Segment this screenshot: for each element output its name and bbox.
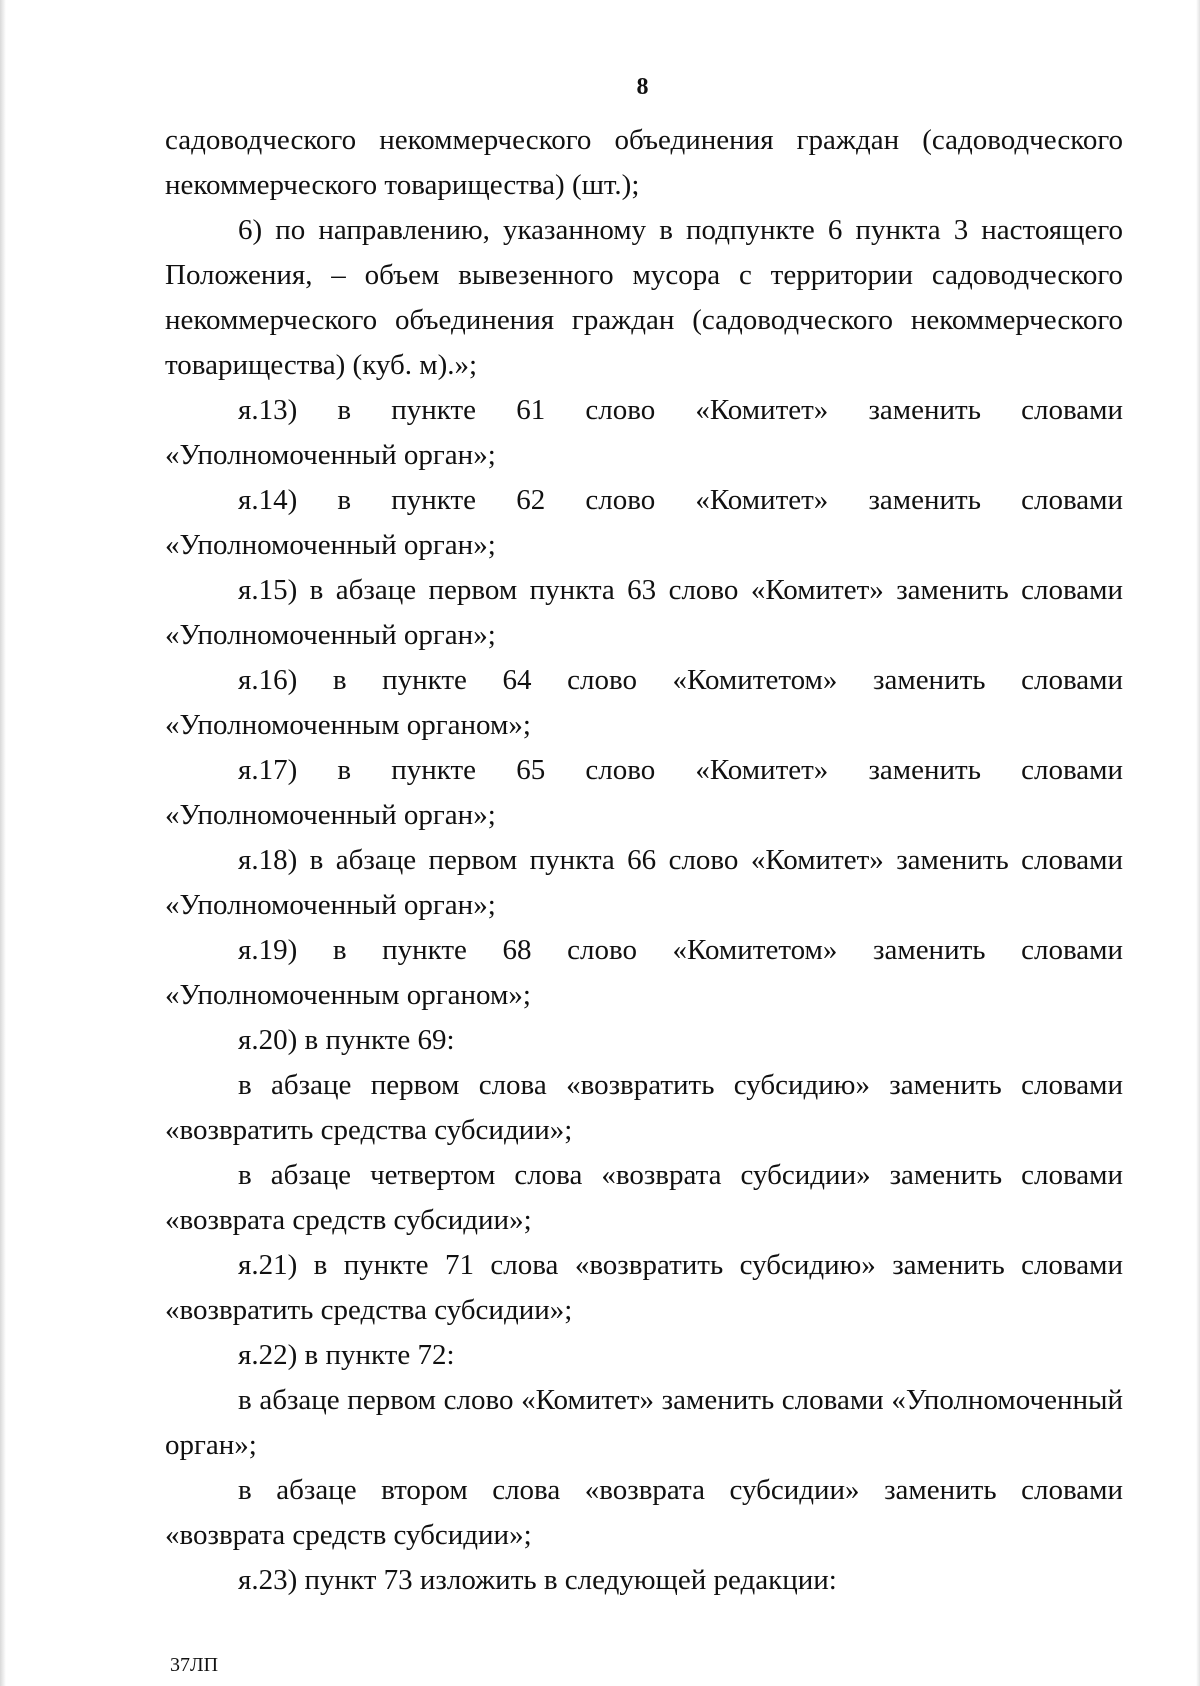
- paragraph-ya15: я.15) в абзаце первом пункта 63 слово «Комитет» заменить словами «Уполномоченный орган»;: [165, 574, 1123, 651]
- paragraph-continuation: садоводческого некоммерческого объединения граждан (садоводческого некоммерческого товарищества) (шт.);: [165, 124, 1123, 201]
- paragraph-ya20-first: в абзаце первом слова «возвратить субсидию» заменить словами «возвратить средства субсидии»;: [165, 1069, 1123, 1146]
- paragraph-ya21: я.21) в пункте 71 слова «возвратить субсидию» заменить словами «возвратить средства субсидии»;: [165, 1249, 1123, 1326]
- paragraph-ya22-first: в абзаце первом слово «Комитет» заменить словами «Уполномоченный орган»;: [165, 1384, 1123, 1461]
- paragraph-ya16: я.16) в пункте 64 слово «Комитетом» заменить словами «Уполномоченным органом»;: [165, 664, 1123, 741]
- page-number: 8: [636, 74, 649, 100]
- paragraph-ya13: я.13) в пункте 61 слово «Комитет» заменить словами «Уполномоченный орган»;: [165, 394, 1123, 471]
- scan-edge-right: [1196, 0, 1200, 1686]
- paragraph-ya20: я.20) в пункте 69:: [238, 1024, 455, 1056]
- paragraph-ya18: я.18) в абзаце первом пункта 66 слово «Комитет» заменить словами «Уполномоченный орган»;: [165, 844, 1123, 921]
- paragraph-ya19: я.19) в пункте 68 слово «Комитетом» заменить словами «Уполномоченным органом»;: [165, 934, 1123, 1011]
- document-body: [165, 118, 1123, 1603]
- paragraph-ya23: я.23) пункт 73 изложить в следующей редакции:: [238, 1564, 837, 1596]
- paragraph-ya22-second: в абзаце втором слова «возврата субсидии» заменить словами «возврата средств субсидии»;: [165, 1474, 1123, 1551]
- paragraph-ya14: я.14) в пункте 62 слово «Комитет» заменить словами «Уполномоченный орган»;: [165, 484, 1123, 561]
- paragraph-ya20-fourth: в абзаце четвертом слова «возврата субсидии» заменить словами «возврата средств субсидии»;: [165, 1159, 1123, 1236]
- footer-document-code: 37ЛП: [170, 1654, 219, 1676]
- paragraph-item-6: 6) по направлению, указанному в подпункте 6 пункта 3 настоящего Положения, – объем вывезенного мусора с территории садоводческого некоммерческого объединения граждан (садоводческого некоммерческого товарищества) (куб. м).»;: [165, 214, 1123, 381]
- paragraph-ya17: я.17) в пункте 65 слово «Комитет» заменить словами «Уполномоченный орган»;: [165, 754, 1123, 831]
- paragraph-ya22: я.22) в пункте 72:: [238, 1339, 455, 1371]
- scan-edge-left: [0, 0, 6, 1686]
